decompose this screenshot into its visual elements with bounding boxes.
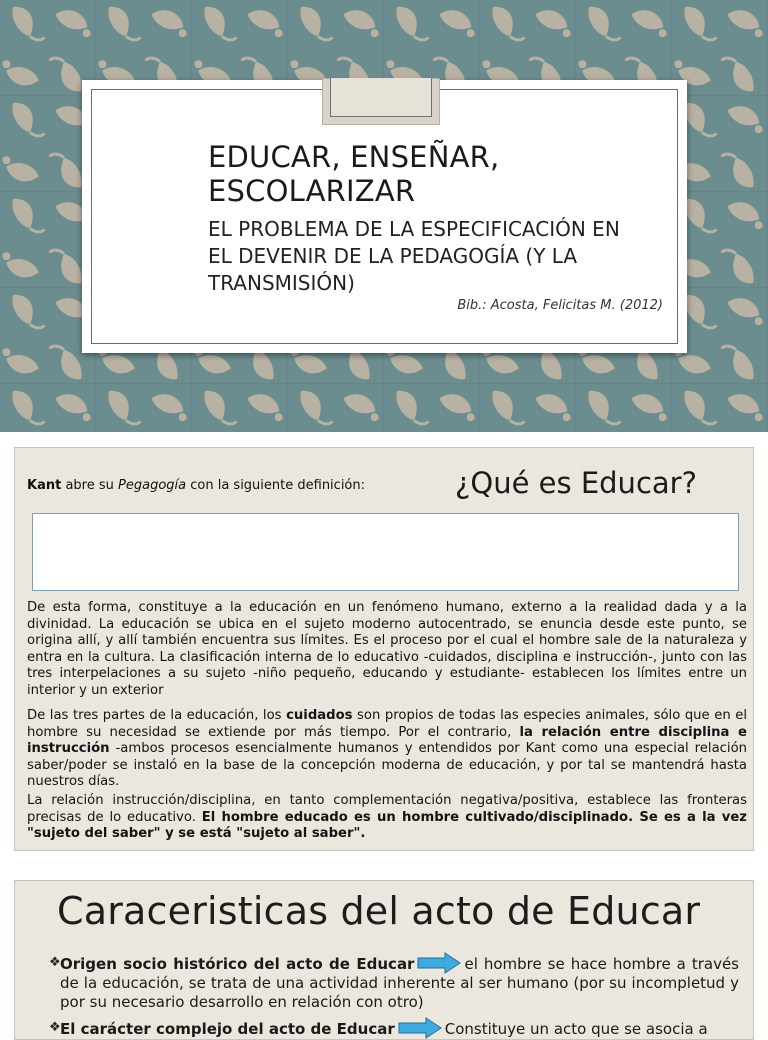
bullet-caracter-complejo: [49, 1017, 739, 1039]
p2-disciplina-instruccion: la relación entre disciplina e instrucción: [27, 724, 747, 757]
p2-part-c: son propios de todas las especies animales, sólo que en el hombre su necesidad se extiende por más tiempo. Por el contrario,: [27, 708, 747, 740]
caracteristicas-title: Caraceristicas del acto de Educar: [57, 889, 701, 933]
kant-name: Kant: [27, 478, 62, 493]
kant-intro-line: [27, 478, 365, 493]
paragraph-2: [27, 708, 747, 791]
paragraph-3: [27, 793, 747, 843]
title-line-1: EDUCAR, ENSEÑAR,: [208, 140, 500, 174]
subtitle-line-1: EL PROBLEMA DE LA ESPECIFICACIÓN EN: [208, 217, 620, 241]
definition-quote-box: [32, 513, 739, 591]
slide-subtitle: [208, 216, 668, 297]
que-es-educar-slide: [14, 447, 754, 851]
p2-cuidados: cuidados: [286, 708, 353, 723]
right-arrow-icon: [417, 952, 461, 974]
p2-part-a: De las tres partes de la educación, los: [27, 708, 287, 723]
kant-book-title: Pegagogía: [118, 478, 187, 493]
p2-part-e: -ambos procesos esencialmente humanos y entendidos por Kant como una especial relación saber/poder se instaló en la base de la concepción moderna de educación, y por tal se mantendrá hasta nuestros días.: [27, 741, 747, 790]
diamond-bullet-icon: ❖: [49, 1020, 61, 1035]
slide-title: [208, 140, 668, 208]
subtitle-line-3: TRANSMISIÓN): [208, 271, 355, 295]
bibliography-reference: Bib.: Acosta, Felicitas M. (2012): [457, 298, 663, 313]
kant-intro-mid: abre su: [61, 478, 119, 493]
subtitle-line-2: EL DEVENIR DE LA PEDAGOGÍA (Y LA: [208, 244, 578, 268]
caracteristicas-slide: [14, 880, 754, 1040]
kant-intro-end: con la siguiente definición:: [186, 478, 365, 493]
diamond-bullet-icon: ❖: [49, 955, 61, 970]
paragraph-1: De esta forma, constituye a la educación en un fenómeno humano, externo a la realidad dada y a la divinidad. La educación se ubica en el sujeto moderno autocentrado, se enuncia desde este punto, se origina allí, y allí también encuentra sus límites. Es el proceso por el cual el hombre sale de la naturaleza y entra en la cultura. La clasificación interna de lo educativo -cuidados, disciplina e instrucción-, junto con las tres interpelaciones a su sujeto -niño pequeño, educando y estudiante- establecen los límites entre un interior y un exterior: [27, 600, 747, 698]
right-arrow-icon: [398, 1017, 442, 1039]
bullet-2-text: Constituye un acto que se asocia a: [444, 1020, 708, 1038]
question-heading: ¿Qué es Educar?: [455, 466, 697, 500]
bullet-origen: [49, 952, 739, 1012]
bullet-2-heading: El carácter complejo del acto de Educar: [60, 1020, 395, 1038]
title-card: [82, 80, 687, 353]
p3-part-a: La relación instrucción/disciplina, en tanto complementación negativa/positiva, establece las fronteras precisas de lo educativo.: [27, 793, 747, 825]
p3-hombre-educado: El hombre educado es un hombre cultivado/disciplinado. Se es a la vez "sujeto del saber" y se está "sujeto al saber".: [27, 809, 747, 842]
title-line-2: ESCOLARIZAR: [208, 174, 416, 208]
card-tab-inner: [330, 78, 432, 117]
title-slide: [0, 0, 768, 432]
bullet-1-text: el hombre se hace hombre a través de la educación, se trata de una actividad inherente al ser humano (por su incompletud y por su necesario desarrollo en relación con otro): [60, 955, 739, 1011]
bullet-1-heading: Origen socio histórico del acto de Educar: [60, 955, 415, 973]
